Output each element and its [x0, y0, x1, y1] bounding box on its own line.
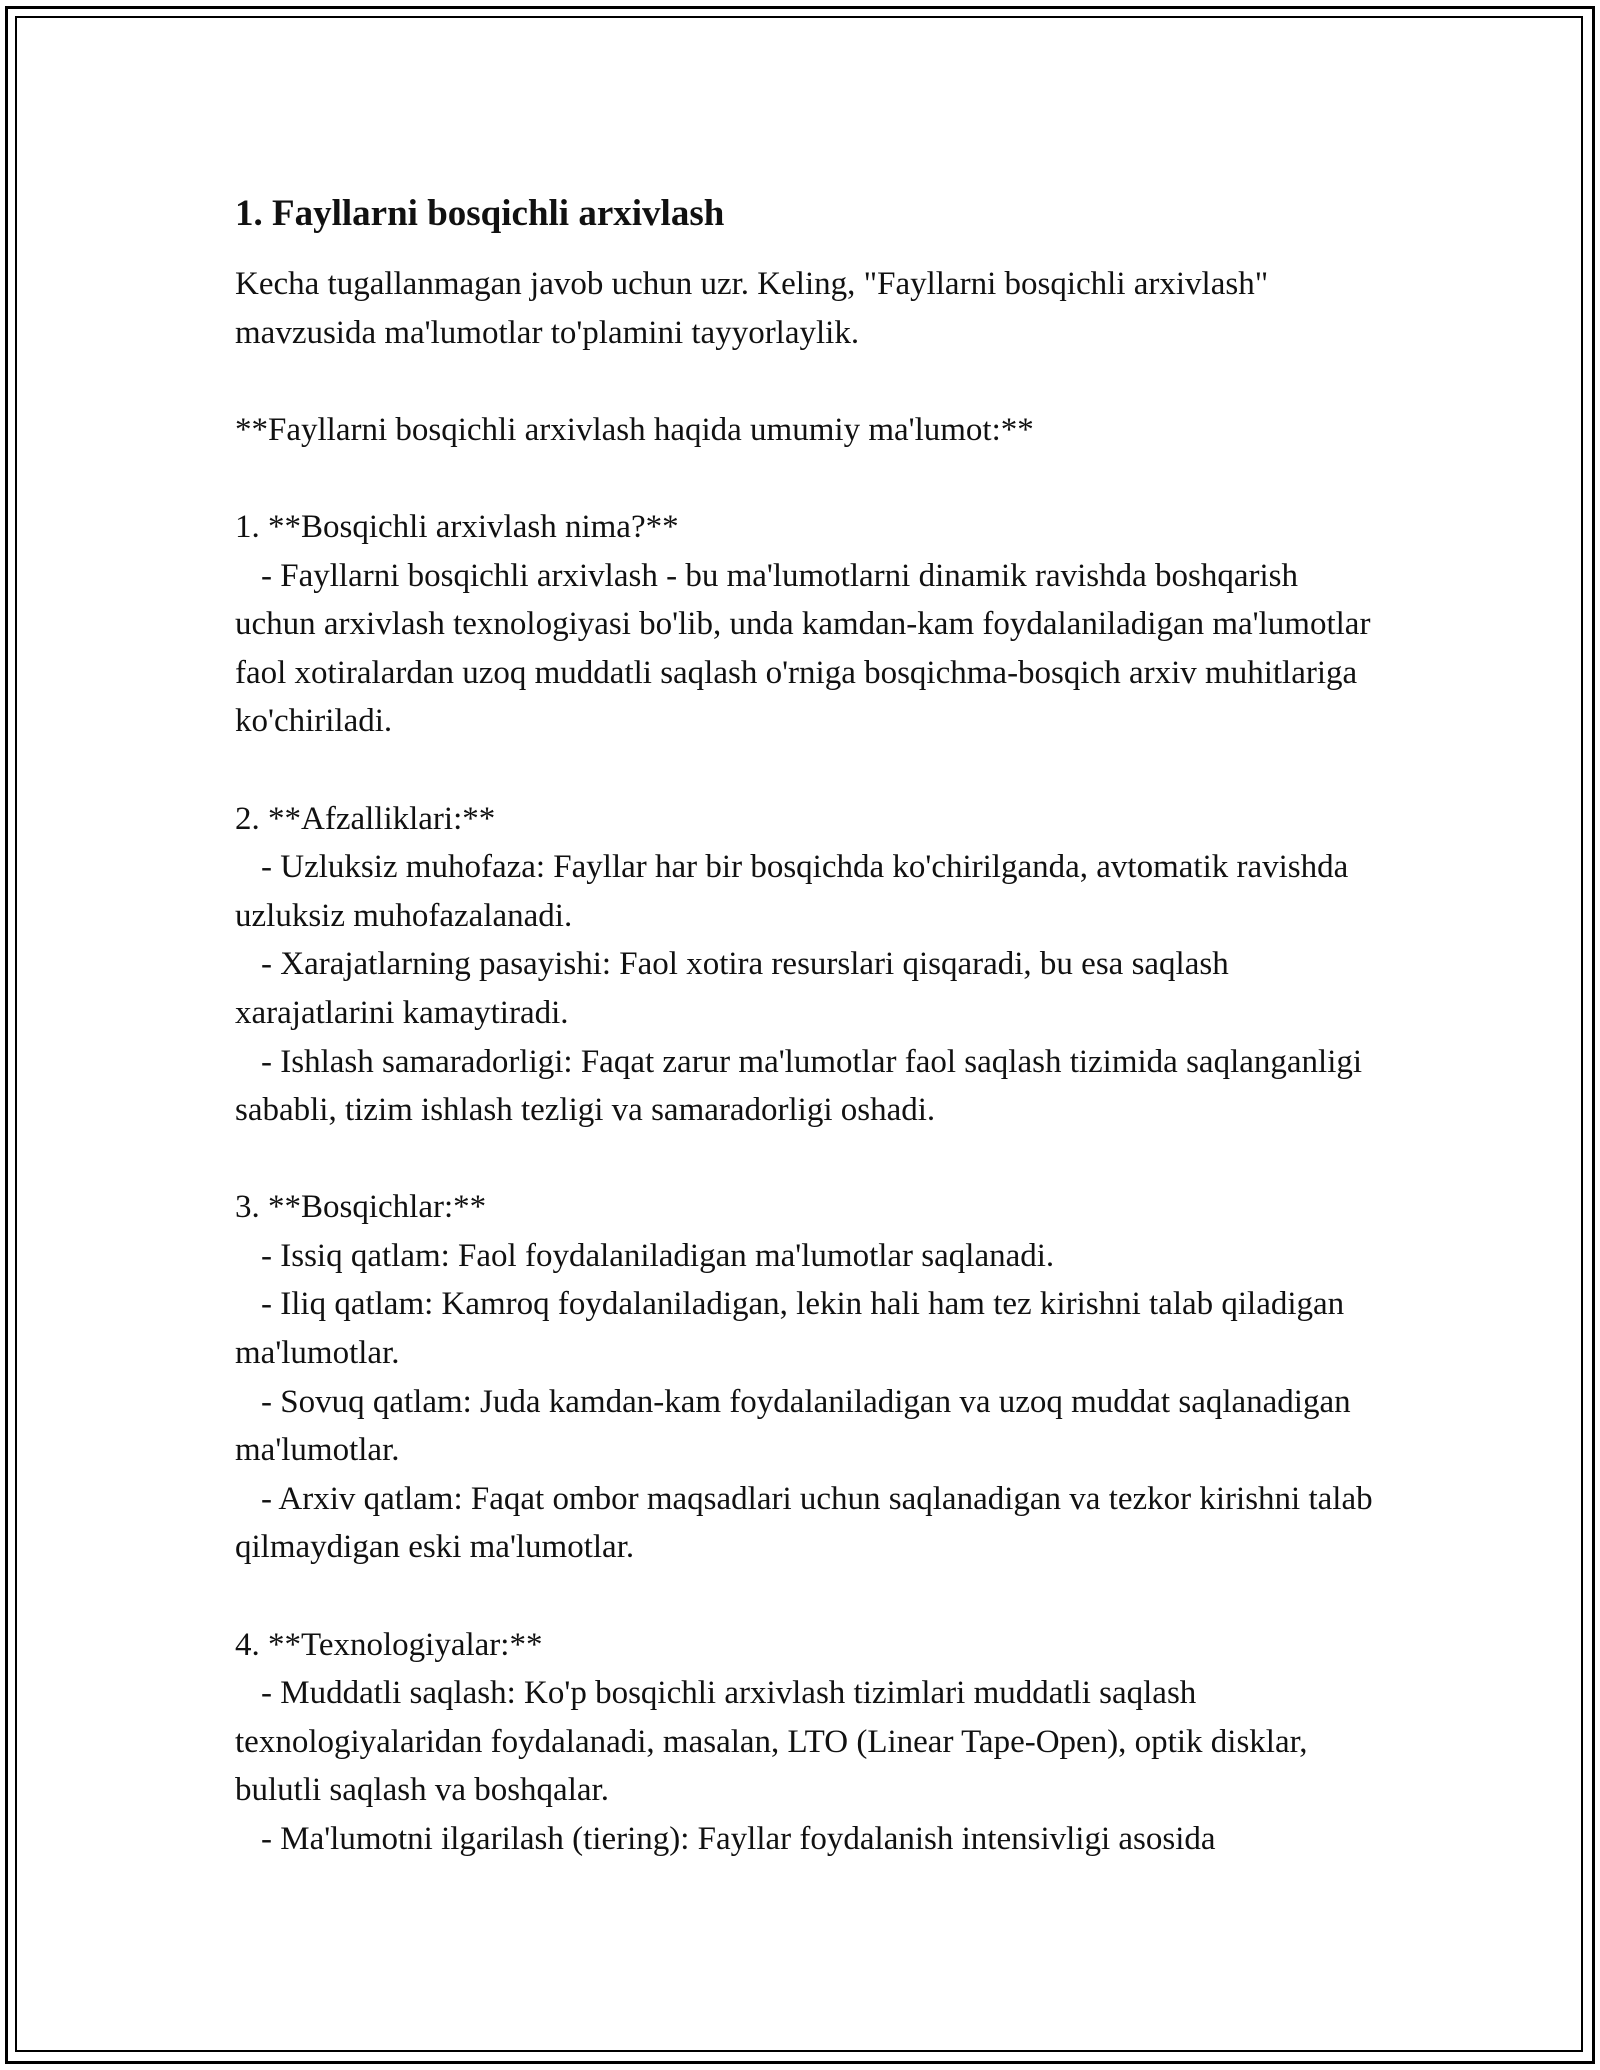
- intro-paragraph: Kecha tugallanmagan javob uchun uzr. Keling, "Fayllarni bosqichli arxivlash" mavzusida ma'lumotlar to'plamini tayyorlaylik.: [235, 266, 1269, 351]
- list-item: - Sovuq qatlam: Juda kamdan-kam foydalaniladigan va uzoq muddat saqlanadigan ma'lumotlar.: [235, 1383, 1351, 1469]
- section-heading: 4. **Texnologiyalar:**: [235, 1626, 543, 1663]
- section-technologies: [235, 1621, 1375, 1864]
- document-body: [235, 260, 1375, 1864]
- list-item: - Iliq qatlam: Kamroq foydalaniladigan, lekin hali ham tez kirishni talab qiladigan ma'lumotlar.: [235, 1286, 1345, 1372]
- paragraph-spacer: [235, 746, 1375, 795]
- section-what-is: [235, 503, 1375, 746]
- list-item: - Ma'lumotni ilgarilash (tiering): Fayllar foydalanish intensivligi asosida: [261, 1821, 1216, 1857]
- list-item: - Xarajatlarning pasayishi: Faol xotira resurslari qisqaradi, bu esa saqlash xarajatlarini kamaytiradi.: [235, 946, 1229, 1031]
- document-content: [235, 186, 1375, 1864]
- list-item: - Uzluksiz muhofaza: Fayllar har bir bosqichda ko'chirilganda, avtomatik ravishda uzluksiz muhofazalanadi.: [235, 849, 1349, 934]
- paragraph-spacer: [235, 1135, 1375, 1184]
- section-heading: 1. **Bosqichli arxivlash nima?**: [235, 508, 679, 545]
- document-title: 1. Fayllarni bosqichli arxivlash: [235, 193, 725, 234]
- list-item: - Issiq qatlam: Faol foydalaniladigan ma'lumotlar saqlanadi.: [261, 1237, 1055, 1274]
- section-heading: 2. **Afzalliklari:**: [235, 800, 496, 837]
- list-item: - Arxiv qatlam: Faqat ombor maqsadlari uchun saqlanadigan va tezkor kirishni talab qilmaydigan eski ma'lumotlar.: [235, 1480, 1373, 1566]
- paragraph-spacer: [235, 1572, 1375, 1621]
- paragraph-spacer: [235, 357, 1375, 406]
- overview-heading: **Fayllarni bosqichli arxivlash haqida umumiy ma'lumot:**: [235, 411, 1034, 448]
- section-advantages: [235, 795, 1375, 1135]
- list-item: - Ishlash samaradorligi: Faqat zarur ma'lumotlar faol saqlash tizimida saqlanganligi sababli, tizim ishlash tezligi va samaradorligi oshadi.: [235, 1043, 1363, 1129]
- section-heading: 3. **Bosqichlar:**: [235, 1189, 487, 1226]
- list-item: - Fayllarni bosqichli arxivlash - bu ma'lumotlarni dinamik ravishda boshqarish uchun arxivlash texnologiyasi bo'lib, unda kamdan-kam foydalaniladigan ma'lumotlar faol xotiralardan uzoq muddatli saqlash o'rniga bosqichma-bosqich arxiv muhitlariga ko'chiriladi.: [235, 557, 1371, 740]
- list-item: - Muddatli saqlash: Ko'p bosqichli arxivlash tizimlari muddatli saqlash texnologiyalaridan foydalanadi, masalan, LTO (Linear Tape-Open), optik disklar, bulutli saqlash va boshqalar.: [235, 1675, 1308, 1809]
- section-tiers: [235, 1183, 1375, 1572]
- paragraph-spacer: [235, 454, 1375, 503]
